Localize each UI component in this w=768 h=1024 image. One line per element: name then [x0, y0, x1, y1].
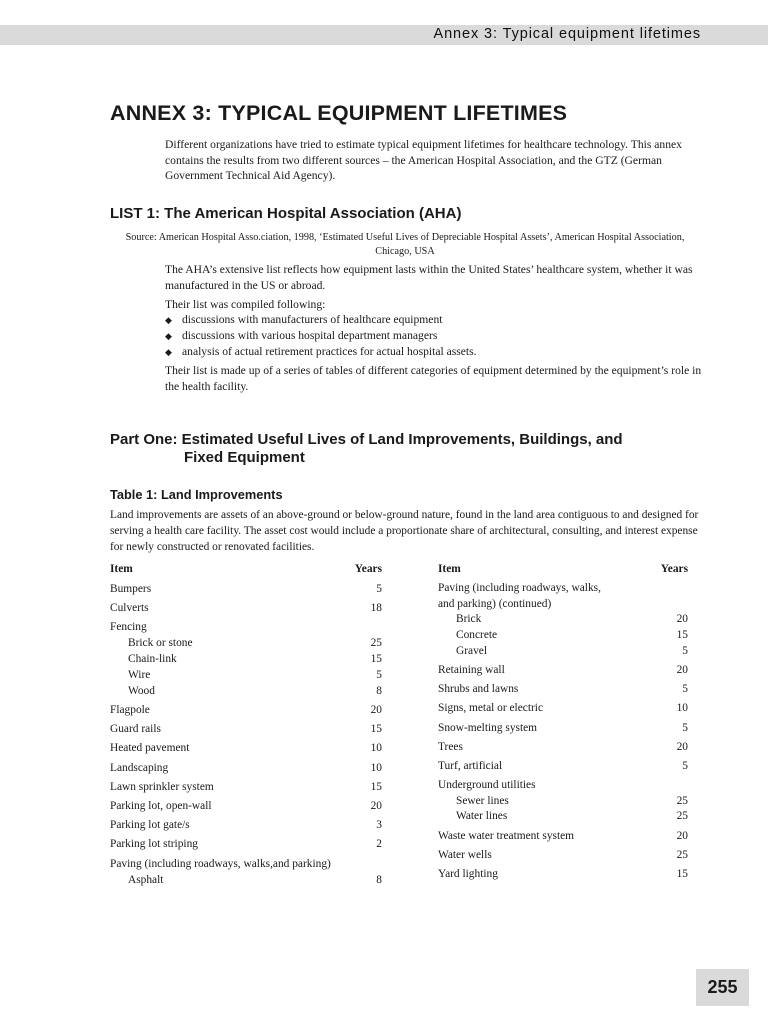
diamond-bullet-icon: ◆ [165, 331, 172, 341]
table-row [110, 635, 382, 651]
row-item: Lawn sprinkler system [110, 781, 214, 793]
table-row [438, 808, 688, 824]
row-item: Heated pavement [110, 742, 190, 754]
row-item: Bumpers [110, 583, 152, 595]
row-years: 20 [370, 800, 382, 812]
table-row [438, 700, 688, 716]
row-item: Gravel [456, 645, 487, 657]
table-header-row [110, 561, 382, 577]
row-item: Water lines [456, 810, 508, 822]
row-item: Snow-melting system [438, 722, 538, 734]
row-item: Underground utilities [438, 779, 536, 791]
row-years: 10 [370, 762, 382, 774]
table-row [438, 627, 688, 643]
row-item: Retaining wall [438, 664, 505, 676]
bullet-text: discussions with various hospital department managers [182, 329, 438, 342]
diamond-bullet-icon: ◆ [165, 347, 172, 357]
row-years: 25 [676, 849, 688, 861]
row-item: Parking lot, open-wall [110, 800, 212, 812]
row-years: 15 [370, 653, 382, 665]
page-number: 255 [707, 977, 738, 997]
row-years: 5 [682, 683, 688, 695]
row-item: Sewer lines [456, 795, 509, 807]
table-row [438, 643, 688, 659]
series-paragraph: Their list is made up of a series of tables of different categories of equipment determined by the equipment’s role in the health facility. [165, 364, 702, 393]
table-row [438, 681, 688, 697]
row-years: 5 [682, 645, 688, 657]
table1-description: Land improvements are assets of an above-ground or below-ground nature, found in the land area contiguous to and designed for serving a health care facility. The asset cost would include a proportionate share of architectural, consulting, and interest expense for newly constructed or renovated facilities. [110, 509, 699, 553]
compiled-bullet-list [165, 312, 477, 360]
row-years: 10 [676, 702, 688, 714]
table-row [110, 798, 382, 814]
row-item: Guard rails [110, 723, 161, 735]
row-years: 10 [370, 742, 382, 754]
row-years: 5 [376, 583, 382, 595]
bullet-item [165, 312, 477, 328]
table1-title: Table 1: Land Improvements [110, 487, 283, 502]
table-row [110, 683, 382, 699]
table-row [438, 739, 688, 755]
table-row [110, 667, 382, 683]
diamond-bullet-icon: ◆ [165, 315, 172, 325]
row-item: Turf, artificial [438, 760, 503, 772]
table-row [438, 777, 688, 793]
list1-heading: LIST 1: The American Hospital Association (AHA) [110, 205, 462, 222]
row-item: Wood [128, 685, 155, 697]
aha-paragraph: The AHA’s extensive list reflects how equipment lasts within the United States’ healthcare system, whether it was manufactured in the US or abroad. [165, 263, 693, 292]
row-item: Paving (including roadways, walks, [438, 582, 601, 594]
item-column-header: Item [438, 563, 461, 575]
row-item: Waste water treatment system [438, 830, 575, 842]
part-one-title-line2: Fixed Equipment [184, 449, 305, 466]
table-row [438, 580, 688, 596]
table-row [438, 720, 688, 736]
running-header-title: Annex 3: Typical equipment lifetimes [433, 26, 701, 42]
row-item: Brick or stone [128, 637, 193, 649]
row-years: 15 [370, 781, 382, 793]
row-item: Concrete [456, 629, 498, 641]
row-years: 18 [370, 602, 382, 614]
table-row [110, 872, 382, 888]
row-years: 15 [676, 629, 688, 641]
row-years: 15 [676, 868, 688, 880]
bullet-item [165, 328, 477, 344]
row-item: Chain-link [128, 653, 177, 665]
row-item: Yard lighting [438, 868, 498, 880]
part-one-title [110, 431, 623, 467]
table-row [438, 611, 688, 627]
table-row [110, 779, 382, 795]
table-row [438, 758, 688, 774]
row-years: 5 [682, 722, 688, 734]
row-item: Signs, metal or electric [438, 702, 544, 714]
table-row [438, 828, 688, 844]
compiled-intro: Their list was compiled following: [165, 298, 326, 311]
table-row [438, 662, 688, 678]
page-title: ANNEX 3: TYPICAL EQUIPMENT LIFETIMES [110, 101, 568, 125]
table-row [110, 651, 382, 667]
bullet-text: analysis of actual retirement practices for actual hospital assets. [182, 345, 477, 358]
row-years: 20 [370, 704, 382, 716]
row-item: Paving (including roadways, walks,and parking) [110, 858, 331, 870]
row-item: Parking lot gate/s [110, 819, 190, 831]
row-item: Trees [438, 741, 463, 753]
row-item: Shrubs and lawns [438, 683, 519, 695]
running-header-bar [0, 25, 768, 45]
row-years: 15 [370, 723, 382, 735]
row-years: 2 [376, 838, 382, 850]
row-years: 8 [376, 874, 382, 886]
row-item: Brick [456, 613, 482, 625]
row-item: Parking lot striping [110, 838, 198, 850]
row-years: 20 [676, 830, 688, 842]
table-row [110, 836, 382, 852]
row-years: 25 [676, 810, 688, 822]
row-item: Fencing [110, 621, 147, 633]
row-years: 20 [676, 664, 688, 676]
row-years: 20 [676, 741, 688, 753]
table-row [438, 793, 688, 809]
table-row [110, 619, 382, 635]
row-item: Wire [128, 669, 151, 681]
row-years: 20 [676, 613, 688, 625]
row-years: 25 [370, 637, 382, 649]
intro-paragraph: Different organizations have tried to estimate typical equipment lifetimes for healthcare technology. This annex contains the results from two different sources – the American Hospital Association, and the GTZ (German Government Technical Aid Agency). [165, 138, 682, 183]
row-item: Flagpole [110, 704, 150, 716]
bullet-text: discussions with manufacturers of healthcare equipment [182, 313, 443, 326]
table-row [438, 847, 688, 863]
row-years: 5 [682, 760, 688, 772]
table-row [110, 581, 382, 597]
years-column-header: Years [354, 563, 382, 575]
table-header-row [438, 561, 688, 577]
row-item: Water wells [438, 849, 492, 861]
table-row [110, 817, 382, 833]
table-row [110, 721, 382, 737]
page-number-box [696, 969, 749, 1006]
row-years: 25 [676, 795, 688, 807]
table-row [110, 600, 382, 616]
row-item: and parking) (continued) [438, 598, 552, 610]
part-one-title-line1: Part One: Estimated Useful Lives of Land Improvements, Buildings, and [110, 431, 623, 448]
row-item: Asphalt [128, 874, 164, 886]
table-row [110, 760, 382, 776]
item-column-header: Item [110, 563, 133, 575]
row-item: Culverts [110, 602, 149, 614]
bullet-item [165, 344, 477, 360]
table-row [110, 702, 382, 718]
row-years: 8 [376, 685, 382, 697]
years-column-header: Years [660, 563, 688, 575]
source-citation: Source: American Hospital Asso.ciation, 1998, ‘Estimated Useful Lives of Depreciable Hospital Assets’, American Hospital Association, Chicago, USA [125, 232, 685, 257]
table-row [110, 856, 382, 872]
row-item: Landscaping [110, 762, 169, 774]
row-years: 5 [376, 669, 382, 681]
table-row [438, 866, 688, 882]
table-row [110, 740, 382, 756]
table-row [438, 596, 688, 612]
row-years: 3 [376, 819, 382, 831]
